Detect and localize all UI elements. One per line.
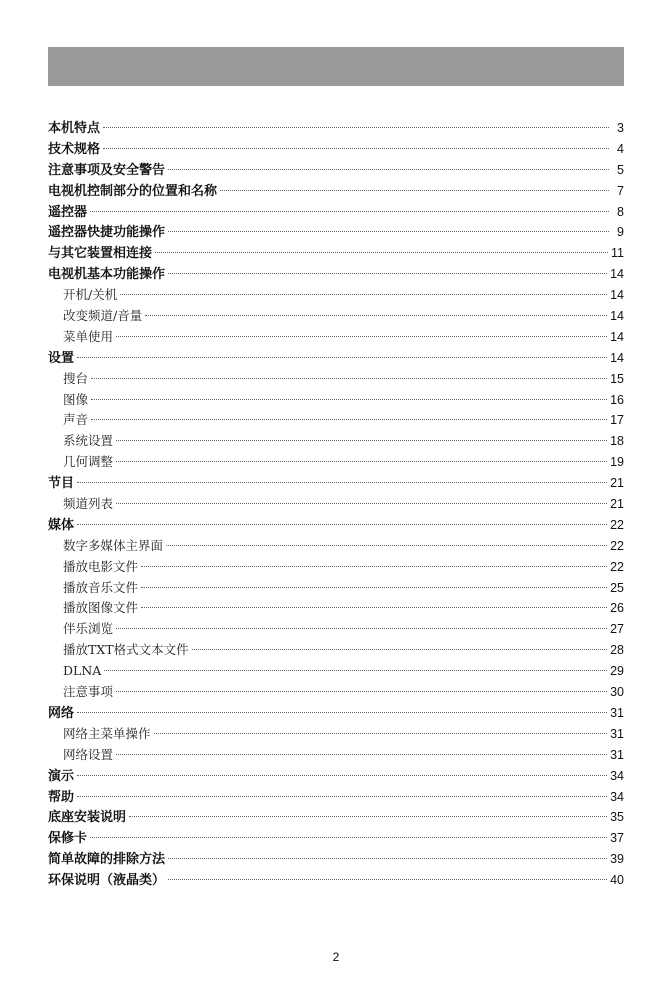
toc-entry-title: 遥控器快捷功能操作	[48, 225, 166, 241]
toc-entry[interactable]	[48, 181, 624, 202]
dot-leader	[116, 503, 607, 504]
toc-entry[interactable]	[48, 661, 624, 682]
toc-entry-title: 媒体	[48, 517, 75, 533]
toc-entry[interactable]	[48, 849, 624, 870]
toc-entry[interactable]	[48, 766, 624, 787]
dot-leader	[141, 607, 607, 608]
toc-entry[interactable]	[48, 327, 624, 348]
toc-entry-page: 14	[610, 350, 624, 365]
page-title: 目 录	[307, 93, 393, 117]
toc-entry[interactable]	[48, 536, 624, 557]
toc-entry-page: 19	[610, 455, 624, 470]
toc-entry-title: 注意事项及安全警告	[48, 162, 166, 178]
toc-entry-title: 保修卡	[48, 831, 88, 847]
toc-entry-page: 11	[611, 246, 624, 261]
toc-entry-page: 27	[610, 622, 624, 637]
toc-entry-page: 34	[610, 789, 624, 804]
toc-entry-page: 15	[610, 371, 624, 386]
dot-leader	[116, 440, 607, 441]
toc-entry[interactable]	[48, 285, 624, 306]
toc-entry-title: 几何调整	[63, 454, 114, 470]
toc-entry[interactable]	[48, 348, 624, 369]
toc-entry[interactable]	[48, 598, 624, 619]
page-number: 2	[332, 950, 340, 964]
toc-entry-title: 播放TXT格式文本文件	[63, 642, 189, 658]
toc-entry-title: 开机/关机	[63, 287, 118, 303]
dot-leader	[103, 127, 609, 128]
toc-entry[interactable]	[48, 682, 624, 703]
toc-entry-page: 22	[610, 559, 624, 574]
dot-leader	[168, 273, 607, 274]
dot-leader	[120, 294, 607, 295]
toc-entry-page: 28	[610, 643, 624, 658]
toc-entry-page: 7	[617, 183, 624, 198]
toc-entry[interactable]	[48, 369, 624, 390]
toc-entry-page: 4	[617, 141, 624, 156]
toc-entry-title: 播放音乐文件	[63, 579, 139, 595]
toc-entry[interactable]	[48, 264, 624, 285]
toc-entry[interactable]	[48, 306, 624, 327]
toc-entry-title: 环保说明（液晶类）	[48, 873, 166, 889]
dot-leader	[141, 587, 607, 588]
dot-leader	[168, 169, 609, 170]
dot-leader	[116, 691, 607, 692]
toc-entry[interactable]	[48, 828, 624, 849]
toc-entry-title: 网络主菜单操作	[63, 725, 151, 741]
toc-entry-page: 22	[610, 517, 624, 532]
dot-leader	[220, 190, 609, 191]
toc-entry-title: 声音	[63, 412, 89, 428]
toc-entry-page: 22	[610, 538, 624, 553]
toc-entry-title: 注意事项	[63, 684, 114, 700]
toc-entry-title: 伴乐浏览	[63, 621, 114, 637]
toc-entry[interactable]	[48, 452, 624, 473]
toc-entry[interactable]	[48, 139, 624, 160]
toc-entry-page: 40	[610, 873, 624, 888]
dot-leader	[91, 419, 607, 420]
toc-entry[interactable]	[48, 202, 624, 223]
toc-entry-page: 14	[610, 309, 624, 324]
toc-entry[interactable]	[48, 243, 624, 264]
dot-leader	[168, 858, 607, 859]
toc-entry-title: 系统设置	[63, 433, 114, 449]
dot-leader	[77, 357, 607, 358]
toc-entry-page: 3	[617, 121, 624, 135]
dot-leader	[116, 461, 607, 462]
toc-entry[interactable]	[48, 431, 624, 452]
toc-entry-page: 18	[610, 434, 624, 449]
toc-entry-title: 技术规格	[48, 141, 101, 157]
toc-entry-title: 播放电影文件	[63, 558, 139, 574]
toc-entry[interactable]	[48, 807, 624, 828]
toc-entry-page: 31	[610, 726, 624, 741]
toc-entry-page: 39	[610, 852, 624, 867]
toc-entry[interactable]	[48, 745, 624, 766]
toc-entry-title: 节目	[48, 476, 75, 492]
toc-entry-page: 31	[610, 747, 624, 762]
dot-leader	[145, 315, 607, 316]
dot-leader	[90, 211, 609, 212]
toc-entry-page: 26	[610, 601, 624, 616]
toc-entry-page: 30	[610, 685, 624, 700]
toc-entry-title: 设置	[48, 350, 75, 366]
dot-leader	[103, 148, 609, 149]
toc-entry-title: 播放图像文件	[63, 600, 139, 616]
toc-entry-title: 网络设置	[63, 746, 114, 762]
toc-entry[interactable]	[48, 410, 624, 431]
dot-leader	[90, 837, 607, 838]
toc-entry-title: 底座安装说明	[48, 810, 127, 826]
dot-leader	[141, 566, 607, 567]
toc-entry-page: 16	[610, 392, 624, 407]
toc-entry-title: 图像	[63, 391, 89, 407]
toc-entry-title: 频道列表	[63, 496, 114, 512]
dot-leader	[91, 399, 607, 400]
toc-entry[interactable]	[48, 619, 624, 640]
toc-entry-title: 电视机基本功能操作	[48, 267, 166, 283]
toc-entry[interactable]	[48, 557, 624, 578]
toc-entry-title: 菜单使用	[63, 328, 114, 344]
toc-entry-page: 14	[610, 267, 624, 282]
dot-leader	[77, 712, 607, 713]
toc-entry[interactable]	[48, 787, 624, 808]
toc-entry-page: 14	[610, 329, 624, 344]
toc-entry-page: 21	[610, 497, 624, 512]
dot-leader	[166, 545, 607, 546]
toc-entry[interactable]	[48, 222, 624, 243]
toc-entry[interactable]	[48, 160, 624, 181]
toc-entry-page: 17	[610, 413, 624, 428]
dot-leader	[116, 336, 607, 337]
toc-entry-page: 34	[610, 768, 624, 783]
dot-leader	[168, 879, 607, 880]
toc-entry[interactable]	[48, 390, 624, 411]
toc-entry-page: 5	[617, 162, 624, 177]
table-of-contents	[48, 118, 624, 891]
dot-leader	[154, 733, 608, 734]
toc-entry-title: 遥控器	[48, 204, 88, 220]
dot-leader	[77, 524, 607, 525]
toc-entry-title: 演示	[48, 768, 75, 784]
toc-entry-title: DLNA	[63, 663, 102, 679]
dot-leader	[91, 378, 607, 379]
toc-entry-title: 数字多媒体主界面	[63, 537, 164, 553]
dot-leader	[77, 775, 607, 776]
toc-entry-title: 与其它装置相连接	[48, 246, 153, 262]
toc-entry[interactable]	[48, 473, 624, 494]
toc-entry-page: 9	[617, 225, 624, 240]
toc-entry[interactable]	[48, 640, 624, 661]
dot-leader	[168, 231, 609, 232]
dot-leader	[77, 796, 607, 797]
toc-entry[interactable]	[48, 515, 624, 536]
toc-entry[interactable]	[48, 578, 624, 599]
toc-entry[interactable]	[48, 724, 624, 745]
dot-leader	[116, 628, 607, 629]
toc-entry[interactable]	[48, 494, 624, 515]
dot-leader	[129, 816, 607, 817]
toc-entry-title: 简单故障的排除方法	[48, 852, 166, 868]
toc-entry-page: 31	[610, 705, 624, 720]
toc-entry-page: 14	[610, 288, 624, 303]
toc-entry-title: 改变频道/音量	[63, 308, 143, 324]
toc-entry[interactable]	[48, 703, 624, 724]
toc-entry-title: 帮助	[48, 789, 75, 805]
toc-entry-page: 37	[610, 831, 624, 846]
toc-entry-title: 搜台	[63, 370, 89, 386]
toc-entry-title: 网络	[48, 705, 75, 721]
dot-leader	[116, 754, 607, 755]
toc-entry-page: 21	[610, 476, 624, 491]
toc-entry-page: 8	[617, 204, 624, 219]
toc-entry[interactable]	[48, 118, 624, 139]
dot-leader	[192, 649, 608, 650]
toc-entry-title: 本机特点	[48, 121, 101, 136]
toc-title-bar	[48, 47, 624, 117]
dot-leader	[104, 670, 607, 671]
toc-entry-page: 35	[610, 810, 624, 825]
toc-entry-page: 29	[610, 664, 624, 679]
dot-leader	[77, 482, 607, 483]
toc-entry[interactable]	[48, 870, 624, 891]
toc-entry-title: 电视机控制部分的位置和名称	[48, 183, 218, 199]
toc-entry-page: 25	[610, 580, 624, 595]
dot-leader	[155, 252, 608, 253]
